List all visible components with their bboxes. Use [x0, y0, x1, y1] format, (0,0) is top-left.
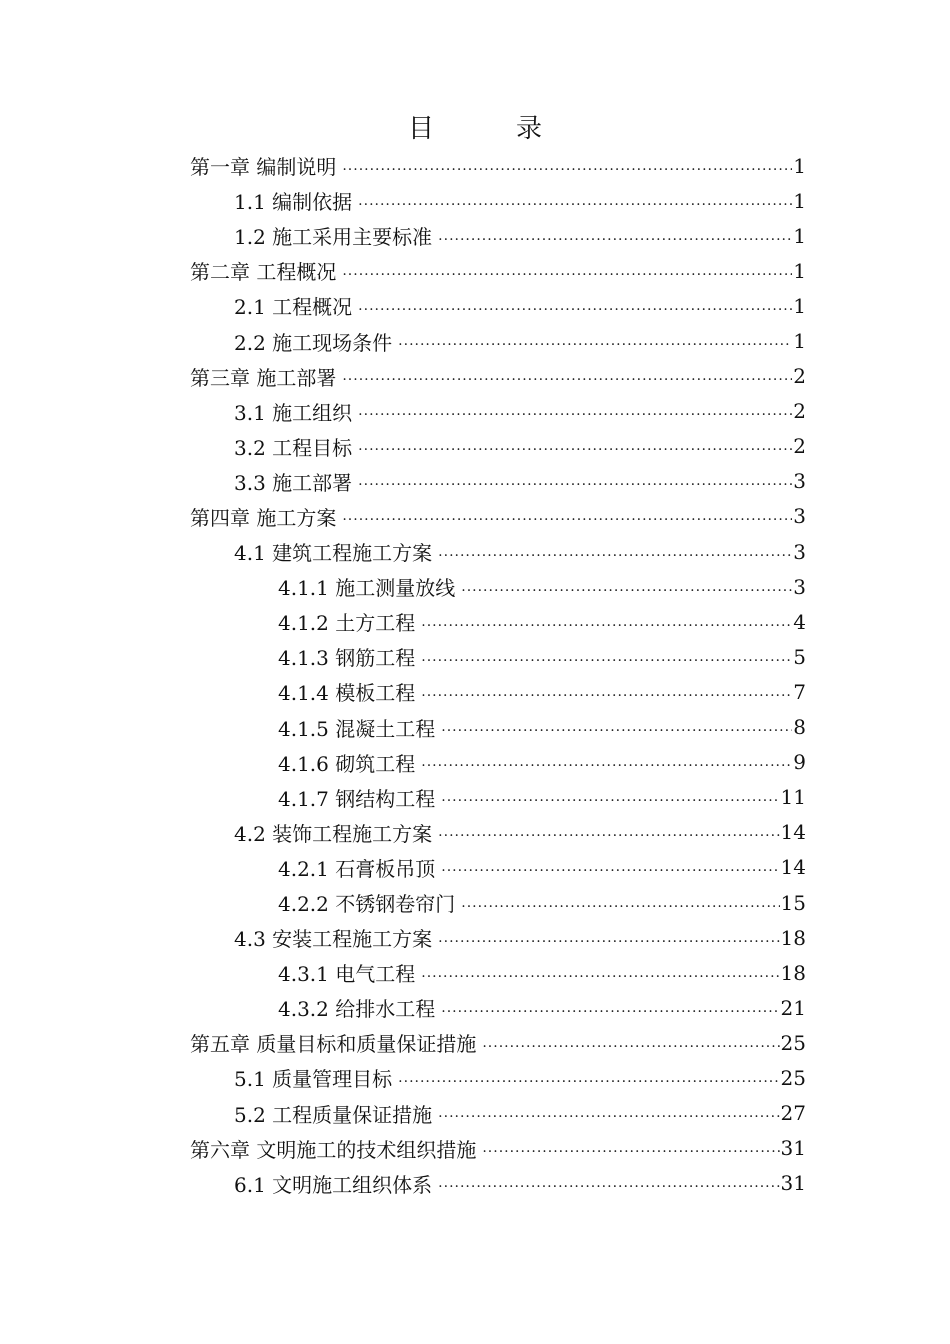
dot-leader: [342, 366, 792, 386]
toc-entry-page-number: 5: [793, 644, 806, 669]
dot-leader: [342, 261, 792, 281]
toc-entry[interactable]: [0, 1166, 950, 1201]
toc-entry-page-number: 31: [780, 1136, 806, 1161]
dot-leader: [358, 296, 792, 316]
toc-entry-label: 4.3.2 给排水工程: [278, 997, 436, 1022]
toc-entry-label: 第一章 编制说明: [190, 155, 337, 180]
toc-entry-label: 1.2 施工采用主要标准: [234, 225, 433, 250]
dot-leader: [482, 1033, 779, 1053]
toc-entry-label: 4.1.1 施工测量放线: [278, 576, 456, 601]
toc-entry-label: 4.1 建筑工程施工方案: [234, 541, 433, 566]
dot-leader: [441, 787, 779, 807]
toc-entry-page-number: 7: [793, 679, 806, 704]
toc-entry-page-number: 31: [780, 1171, 806, 1196]
dot-leader: [398, 1068, 779, 1088]
toc-entry-label: 4.1.2 土方工程: [278, 611, 416, 636]
dot-leader: [438, 1173, 779, 1193]
toc-entry[interactable]: [0, 499, 950, 534]
toc-entry-page-number: 3: [793, 504, 806, 529]
toc-entry[interactable]: [0, 639, 950, 674]
toc-entry-label: 第四章 施工方案: [190, 505, 337, 530]
toc-entry[interactable]: [0, 534, 950, 569]
toc-title: 目 录: [407, 114, 570, 144]
dot-leader: [482, 1138, 779, 1158]
toc-entry-page-number: 2: [793, 364, 806, 389]
toc-entry[interactable]: [0, 148, 950, 183]
dot-leader: [358, 401, 792, 421]
toc-entry[interactable]: [0, 218, 950, 253]
toc-entry-label: 第三章 施工部署: [190, 365, 337, 390]
toc-entry-page-number: 1: [793, 329, 806, 354]
toc-entry-label: 2.2 施工现场条件: [234, 330, 393, 355]
toc-entry-label: 2.1 工程概况: [234, 295, 353, 320]
toc-entry[interactable]: [0, 359, 950, 394]
toc-entry[interactable]: [0, 1096, 950, 1131]
toc-entry-label: 第二章 工程概况: [190, 260, 337, 285]
toc-entry-page-number: 3: [793, 539, 806, 564]
toc-entry-page-number: 25: [780, 1065, 806, 1090]
toc-entry-label: 4.3 安装工程施工方案: [234, 927, 433, 952]
dot-leader: [438, 1103, 779, 1123]
toc-entry-label: 4.1.4 模板工程: [278, 681, 416, 706]
toc-entry-page-number: 2: [793, 434, 806, 459]
toc-entry-label: 5.1 质量管理目标: [234, 1067, 393, 1092]
dot-leader: [438, 928, 779, 948]
toc-entry[interactable]: [0, 323, 950, 358]
toc-entry-page-number: 9: [793, 750, 806, 775]
toc-entry-page-number: 1: [793, 258, 806, 283]
toc-entry[interactable]: [0, 1025, 950, 1060]
toc-entry-page-number: 1: [793, 223, 806, 248]
dot-leader: [441, 998, 779, 1018]
dot-leader: [438, 822, 779, 842]
toc-entry[interactable]: [0, 464, 950, 499]
dot-leader: [438, 226, 792, 246]
toc-entry-label: 第六章 文明施工的技术组织措施: [190, 1137, 477, 1162]
toc-entry-page-number: 18: [780, 925, 806, 950]
dot-leader: [421, 682, 792, 702]
dot-leader: [421, 752, 792, 772]
toc-entry[interactable]: [0, 780, 950, 815]
toc-entry-page-number: 18: [780, 960, 806, 985]
toc-entry[interactable]: [0, 990, 950, 1025]
toc-entry-label: 4.1.5 混凝土工程: [278, 716, 436, 741]
toc-entry-label: 5.2 工程质量保证措施: [234, 1102, 433, 1127]
dot-leader: [421, 612, 792, 632]
dot-leader: [461, 893, 779, 913]
toc-entry-page-number: 11: [780, 785, 806, 810]
dot-leader: [461, 577, 792, 597]
toc-entry[interactable]: [0, 920, 950, 955]
toc-entry-page-number: 1: [793, 188, 806, 213]
toc-entry-label: 3.2 工程目标: [234, 435, 353, 460]
toc-entry-page-number: 14: [780, 820, 806, 845]
toc-entry[interactable]: [0, 604, 950, 639]
toc-entry[interactable]: [0, 815, 950, 850]
toc-entry-label: 4.2.1 石膏板吊顶: [278, 856, 436, 881]
toc-entry-label: 第五章 质量目标和质量保证措施: [190, 1032, 477, 1057]
toc-entry-label: 4.1.3 钢筋工程: [278, 646, 416, 671]
toc-entry-label: 4.2.2 不锈钢卷帘门: [278, 892, 456, 917]
dot-leader: [441, 717, 792, 737]
toc-entry-page-number: 1: [793, 153, 806, 178]
toc-entry[interactable]: [0, 569, 950, 604]
toc-entry-page-number: 8: [793, 715, 806, 740]
toc-entry[interactable]: [0, 253, 950, 288]
dot-leader: [421, 647, 792, 667]
toc-entry-label: 4.3.1 电气工程: [278, 962, 416, 987]
toc-entry-page-number: 21: [780, 995, 806, 1020]
toc-entry[interactable]: [0, 288, 950, 323]
toc-entry-label: 4.1.7 钢结构工程: [278, 786, 436, 811]
toc-entry[interactable]: [0, 710, 950, 745]
dot-leader: [358, 436, 792, 456]
dot-leader: [358, 191, 792, 211]
toc-entry[interactable]: [0, 1131, 950, 1166]
dot-leader: [358, 471, 792, 491]
dot-leader: [438, 542, 792, 562]
toc-entry[interactable]: [0, 745, 950, 780]
toc-entry-label: 4.2 装饰工程施工方案: [234, 821, 433, 846]
toc-entry[interactable]: [0, 394, 950, 429]
toc-entry[interactable]: [0, 955, 950, 990]
toc-entry-page-number: 3: [793, 574, 806, 599]
toc-entry-page-number: 14: [780, 855, 806, 880]
toc-entry-page-number: 4: [793, 609, 806, 634]
toc-entry[interactable]: [0, 850, 950, 885]
toc-entry[interactable]: [0, 183, 950, 218]
toc-entry-label: 4.1.6 砌筑工程: [278, 751, 416, 776]
toc-entry-label: 3.3 施工部署: [234, 470, 353, 495]
toc-entry-page-number: 3: [793, 469, 806, 494]
dot-leader: [342, 506, 792, 526]
toc-entry-page-number: 25: [780, 1030, 806, 1055]
toc-entry-page-number: 15: [780, 890, 806, 915]
toc-entry[interactable]: [0, 674, 950, 709]
toc-entry[interactable]: [0, 1060, 950, 1095]
toc-list: [0, 148, 950, 1201]
toc-entry[interactable]: [0, 429, 950, 464]
toc-entry-label: 6.1 文明施工组织体系: [234, 1172, 433, 1197]
toc-entry-label: 1.1 编制依据: [234, 190, 353, 215]
toc-entry-page-number: 27: [780, 1101, 806, 1126]
dot-leader: [441, 857, 779, 877]
toc-entry-page-number: 2: [793, 399, 806, 424]
dot-leader: [342, 156, 792, 176]
toc-entry[interactable]: [0, 885, 950, 920]
toc-entry-page-number: 1: [793, 293, 806, 318]
toc-entry-label: 3.1 施工组织: [234, 400, 353, 425]
dot-leader: [421, 963, 779, 983]
dot-leader: [398, 331, 792, 351]
